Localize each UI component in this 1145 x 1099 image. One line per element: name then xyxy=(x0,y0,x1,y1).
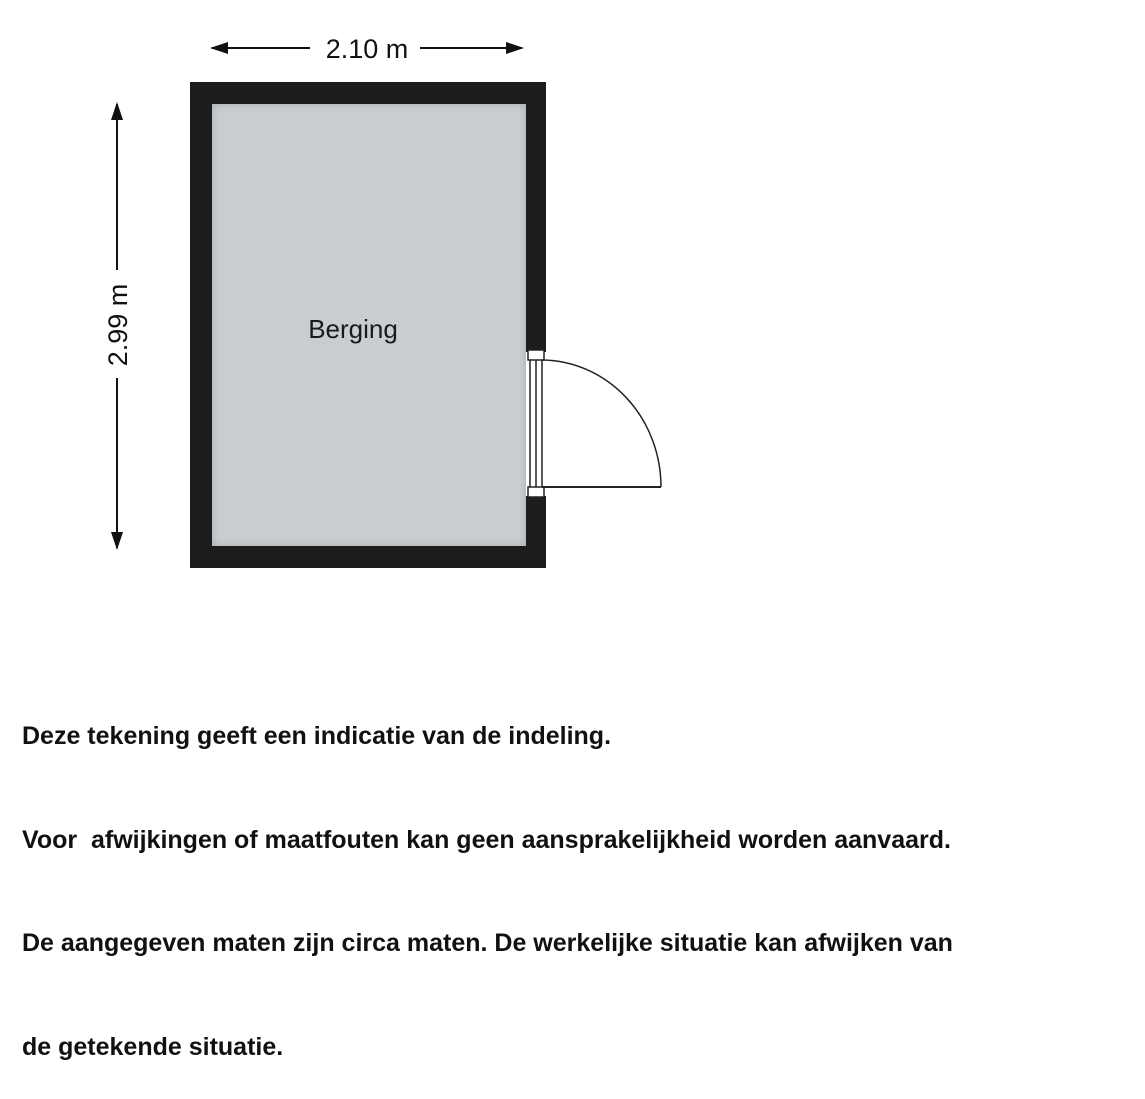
arrow-down-icon xyxy=(111,532,123,550)
height-dimension xyxy=(103,102,133,550)
arrow-right-icon xyxy=(506,42,524,54)
disclaimer-line: de getekende situatie. xyxy=(22,1032,284,1061)
arrow-up-icon xyxy=(111,102,123,120)
room-label: Berging xyxy=(308,314,398,344)
arrow-left-icon xyxy=(210,42,228,54)
door xyxy=(528,350,661,497)
disclaimer-line: De aangegeven maten zijn circa maten. De werkelijke situatie kan afwijken van xyxy=(22,929,953,957)
disclaimer xyxy=(22,650,1137,1099)
width-label: 2.10 m xyxy=(325,34,409,64)
disclaimer-line: Voor afwijkingen of maatfouten kan geen aansprakelijkheid worden aanvaard. xyxy=(22,825,951,854)
door-swing-arc xyxy=(542,360,661,487)
width-dimension xyxy=(210,34,524,64)
disclaimer-line: Deze tekening geeft een indicatie van de indeling. xyxy=(22,722,612,750)
height-label: 2.99 m xyxy=(103,283,133,367)
